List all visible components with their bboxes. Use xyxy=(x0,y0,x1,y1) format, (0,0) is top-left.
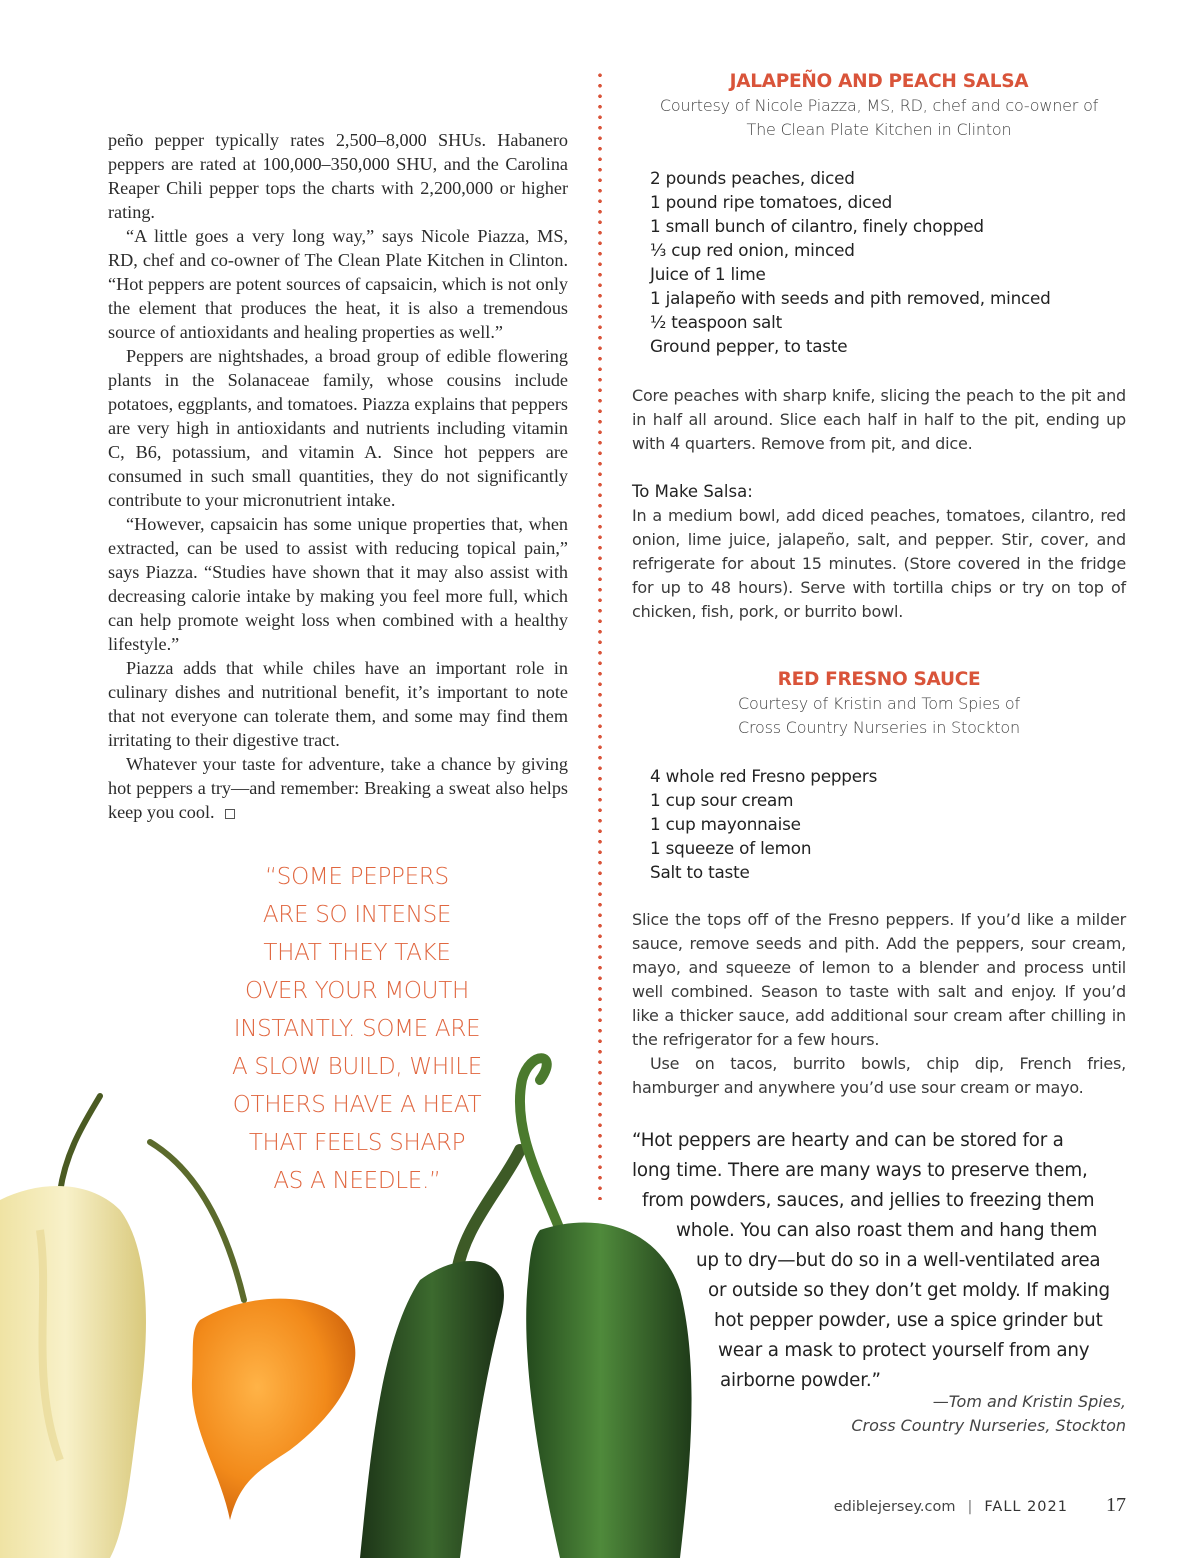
pull-quote-line: “SOME PEPPERS xyxy=(265,864,449,890)
orange-pepper xyxy=(150,1142,355,1520)
recipe-method: Slice the tops off of the Fresno peppers. If you’d like a milder sauce, remove seeds and pith. Add the peppers, sour cream, mayo, and squeeze of lemon to a blender and process until well combined. Season to taste with salt and enjoy. If you’d like a thicker sauce, add additional sour cream after chilling in the refrigerator for a few hours. xyxy=(632,910,1126,1049)
body-paragraph: “However, capsaicin has some unique properties that, when extracted, can be used to assist with reducing topical pain,” says Piazza. “Studies have shown that it may also assist with decreasing calorie intake by making you feel more full, which can help promote weight loss when combined with a healthy lifestyle.” xyxy=(108,514,568,654)
recipe-credit: Courtesy of Nicole Piazza, MS, RD, chef and co-owner of xyxy=(659,96,1099,115)
column-divider xyxy=(597,70,603,1200)
ingredient-item: 1 cup sour cream xyxy=(650,790,794,810)
ingredient-item: ½ teaspoon salt xyxy=(650,312,782,332)
quote-line: long time. There are many ways to preserve them, xyxy=(632,1160,1088,1181)
article-body xyxy=(108,128,568,824)
body-paragraph-last xyxy=(108,752,568,824)
pull-quote-line: THAT THEY TAKE xyxy=(263,940,451,966)
ingredient-item: 1 pound ripe tomatoes, diced xyxy=(650,192,893,212)
quote-line: whole. You can also roast them and hang them xyxy=(676,1220,1098,1241)
end-of-article-mark xyxy=(225,809,235,819)
recipe-subhead: To Make Salsa: xyxy=(632,482,753,501)
recipe-method: In a medium bowl, add diced peaches, tomatoes, cilantro, red onion, lime juice, jalapeño, salt, and pepper. Stir, cover, and refrigerate for about 15 minutes. (Store covered in the fridge for up to 48 hours). Serve with tortilla chips or try on top of chicken, fish, pork, or burrito bowl. xyxy=(632,506,1126,621)
pull-quote-line: A SLOW BUILD, WHILE xyxy=(231,1054,483,1080)
pull-quote-line: OTHERS HAVE A HEAT xyxy=(232,1092,482,1118)
footer-separator: | xyxy=(967,1499,973,1515)
feature-quote xyxy=(632,1126,1126,1396)
ingredient-item: 1 jalapeño with seeds and pith removed, minced xyxy=(650,288,1051,308)
recipes-column xyxy=(632,70,1126,1100)
dark-green-jalapeno xyxy=(360,1150,520,1558)
recipe-title: JALAPEÑO AND PEACH SALSA xyxy=(729,71,1029,92)
body-paragraph: Piazza adds that while chiles have an important role in culinary dishes and nutritional benefit, it’s important to note that not everyone can tolerate them, and some may find them irritating to their digestive tract. xyxy=(108,658,568,750)
footer-issue: FALL 2021 xyxy=(984,1499,1068,1515)
quote-line: “Hot peppers are hearty and can be stored for a xyxy=(632,1130,1064,1151)
pull-quote-line: OVER YOUR MOUTH xyxy=(245,978,469,1004)
quote-line: from powders, sauces, and jellies to freezing them xyxy=(642,1190,1095,1211)
ingredient-item: 1 cup mayonnaise xyxy=(650,814,801,834)
pull-quote-line: AS A NEEDLE.” xyxy=(273,1168,441,1194)
ingredient-list xyxy=(632,166,1126,358)
quote-line: hot pepper powder, use a spice grinder but xyxy=(714,1310,1103,1331)
peppers-photo xyxy=(0,1040,720,1558)
ingredient-item: 2 pounds peaches, diced xyxy=(650,168,855,188)
yellow-pepper xyxy=(0,1096,146,1558)
body-paragraph: Peppers are nightshades, a broad group of edible flowering plants in the Solanaceae family, whose cousins include potatoes, eggplants, and tomatoes. Piazza explains that peppers are very high in antioxidants and nutrients including vitamin C, B6, potassium, and vitamin A. Since hot peppers are consumed in such small quantities, they do not significantly contribute to your micronutrient intake. xyxy=(108,346,568,510)
ingredient-item: 1 small bunch of cilantro, finely chopped xyxy=(650,216,984,236)
quote-line: wear a mask to protect yourself from any xyxy=(718,1340,1090,1361)
recipe-credit: Cross Country Nurseries in Stockton xyxy=(738,718,1020,737)
pull-quote-line: INSTANTLY. SOME ARE xyxy=(233,1016,481,1042)
ingredient-item: 1 squeeze of lemon xyxy=(650,838,812,858)
footer-site: ediblejersey.com xyxy=(833,1499,956,1515)
recipe-title: RED FRESNO SAUCE xyxy=(777,669,981,690)
ingredient-list xyxy=(632,764,1126,884)
pull-quote-line: THAT FEELS SHARP xyxy=(248,1130,466,1156)
page-footer xyxy=(834,1494,1126,1517)
attribution-line: Cross Country Nurseries, Stockton xyxy=(851,1416,1126,1435)
quote-line: up to dry—but do so in a well-ventilated area xyxy=(696,1250,1101,1271)
recipe-serving-tip: Use on tacos, burrito bowls, chip dip, French fries, hamburger and anywhere you’d use sour cream or mayo. xyxy=(632,1054,1126,1097)
recipe-credit: The Clean Plate Kitchen in Clinton xyxy=(746,120,1012,139)
quote-attribution xyxy=(851,1390,1126,1438)
recipe-prep: Core peaches with sharp knife, slicing the peach to the pit and in half all around. Slice each half in half to the pit, ending up with 4 quarters. Remove from pit, and dice. xyxy=(632,386,1126,453)
ingredient-item: ⅓ cup red onion, minced xyxy=(650,240,855,260)
quote-line: airborne powder.” xyxy=(720,1370,881,1391)
pull-quote-line: ARE SO INTENSE xyxy=(262,902,452,928)
quote-line: or outside so they don’t get moldy. If making xyxy=(708,1280,1110,1301)
ingredient-item: Juice of 1 lime xyxy=(650,264,766,284)
recipe-credit: Courtesy of Kristin and Tom Spies of xyxy=(738,694,1020,713)
page-number: 17 xyxy=(1106,1494,1126,1516)
ingredient-item: Ground pepper, to taste xyxy=(650,336,848,356)
body-paragraph: peño pepper typically rates 2,500–8,000 SHUs. Habanero peppers are rated at 100,000–350,000 SHU, and the Carolina Reaper Chili pepper tops the charts with 2,200,000 or higher rating. xyxy=(108,130,568,222)
attribution-line: —Tom and Kristin Spies, xyxy=(932,1392,1126,1411)
ingredient-item: 4 whole red Fresno peppers xyxy=(650,766,878,786)
ingredient-item: Salt to taste xyxy=(650,862,750,882)
body-paragraph: “A little goes a very long way,” says Nicole Piazza, MS, RD, chef and co-owner of The Clean Plate Kitchen in Clinton. “Hot peppers are potent sources of capsaicin, which is not only the element that produces the heat, it is also a tremendous source of antioxidants and healing properties as well.” xyxy=(108,226,568,342)
body-paragraph-text: Whatever your taste for adventure, take a chance by giving hot peppers a try—and remember: Breaking a sweat also helps keep you cool. xyxy=(108,754,568,822)
